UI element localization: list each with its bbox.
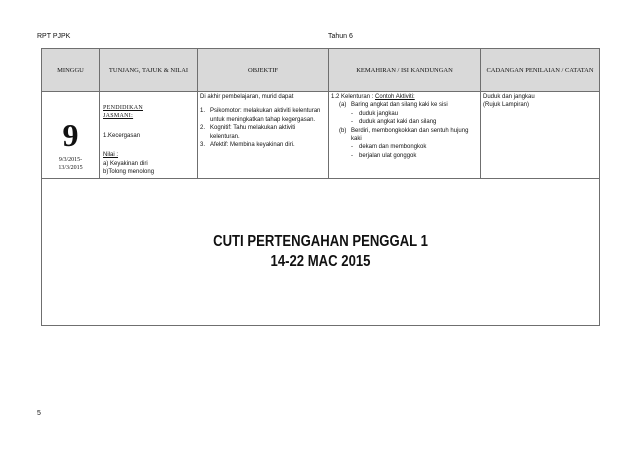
objective-intro: Di akhir pembelajaran, murid dapat — [200, 94, 294, 100]
dash-bullet: - — [351, 119, 353, 126]
page-number: 5 — [37, 410, 41, 417]
table-row — [42, 92, 600, 179]
skills-heading-prefix: 1.2 Kelenturan : — [331, 94, 376, 100]
skill-subitem — [331, 152, 478, 160]
header-right: Tahun 6 — [328, 33, 353, 40]
objective-item — [200, 107, 326, 124]
skill-subitem — [331, 110, 478, 118]
skill-item-label: (b) — [339, 127, 347, 134]
objective-item — [200, 141, 326, 149]
holiday-row — [42, 179, 600, 326]
skills-heading — [331, 93, 478, 101]
week-cell — [42, 92, 100, 179]
table-header-row — [42, 49, 600, 92]
column-header-minggu: MINGGU — [42, 49, 100, 92]
header-left: RPT PJPK — [37, 33, 71, 40]
objective-item-text: Afektif: Membina keyakinan diri. — [210, 142, 295, 149]
holiday-dates: 14-22 MAC 2015 — [270, 253, 371, 271]
skill-item-text: Baring angkat dan silang kaki ke sisi — [351, 102, 448, 109]
column-header-cadangan: CADANGAN PENILAIAN / CATATAN — [481, 49, 600, 92]
objective-cell — [198, 92, 329, 179]
objective-item-number: 3. — [200, 142, 206, 149]
objective-item — [200, 124, 326, 141]
lesson-plan-table — [41, 48, 600, 326]
skills-cell — [329, 92, 481, 179]
objective-item-number: 1. — [200, 108, 206, 115]
skill-subitem-text: duduk jangkau — [359, 110, 399, 117]
dash-bullet: - — [351, 152, 353, 159]
skill-subitem — [331, 143, 478, 151]
dash-bullet: - — [351, 144, 353, 151]
values-label: Nilai : — [103, 152, 119, 159]
assessment-cell — [481, 92, 600, 179]
skill-item-b — [331, 127, 478, 144]
skill-subitem-text: berjalan ulat gonggok — [359, 152, 417, 159]
objective-item-text: Kognitif: Tahu melakukan aktiviti kelenturan. — [210, 125, 296, 140]
dash-bullet: - — [351, 110, 353, 117]
column-header-tunjang: TUNJANG, TAJUK & NILAI — [100, 49, 198, 92]
week-number: 9 — [62, 117, 79, 153]
topic-skill: 1.Kecergasan — [103, 132, 141, 139]
column-header-kemahiran: KEMAHIRAN / ISI KANDUNGAN — [329, 49, 481, 92]
topic-title-line2: JASMANI: — [103, 113, 134, 120]
skill-item-text: Berdiri, membongkokkan dan sentuh hujung kaki — [351, 127, 469, 143]
assessment-line1: Duduk dan jangkau — [483, 94, 535, 100]
topic-title-line1: PENDIDIKAN — [103, 105, 143, 111]
skill-subitem — [331, 118, 478, 126]
skill-subitem-text: dekam dan membongkok — [359, 144, 427, 151]
week-date-end: 13/3/2015 — [58, 165, 83, 171]
value-item: a) Keyakinan diri — [103, 160, 148, 167]
column-header-objektif: OBJEKTIF — [198, 49, 329, 92]
assessment-line2: (Rujuk Lampiran) — [483, 102, 530, 109]
topic-cell — [100, 92, 198, 179]
objective-item-number: 2. — [200, 125, 206, 132]
skill-item-label: (a) — [339, 102, 347, 109]
skill-subitem-text: duduk angkat kaki dan silang — [359, 119, 437, 126]
value-item: b)Tolong menolong — [103, 169, 155, 176]
week-date-start: 9/3/2015- — [58, 157, 83, 163]
objective-item-text: Psikomotor: melakukan aktiviti kelenturan untuk meningkatkan tahap kegergasan. — [210, 108, 321, 123]
skills-heading-link: Contoh Aktiviti: — [375, 94, 415, 100]
skill-item-a — [331, 101, 478, 109]
holiday-cell — [42, 179, 600, 326]
holiday-title: CUTI PERTENGAHAN PENGGAL 1 — [213, 233, 428, 251]
